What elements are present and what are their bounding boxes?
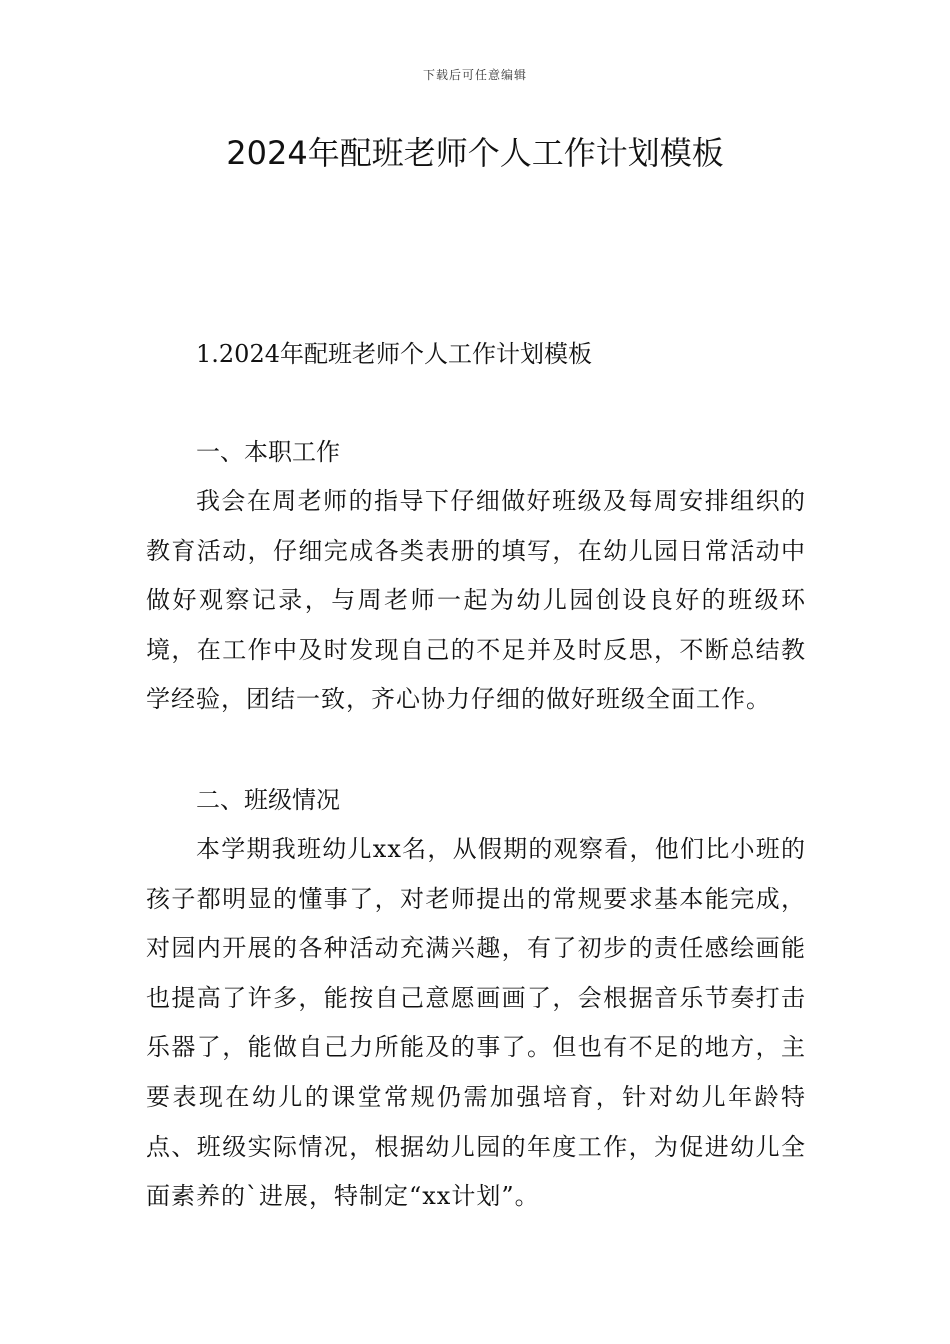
section-heading-duties: 一、本职工作: [196, 438, 340, 466]
header-note: 下载后可任意编辑: [422, 68, 527, 82]
document-subtitle: 1.2024年配班老师个人工作计划模板: [196, 340, 592, 368]
section-heading-class-situation: 二、班级情况: [196, 786, 340, 814]
document-title: 2024年配班老师个人工作计划模板: [226, 134, 724, 172]
section-body-class-situation: 本学期我班幼儿xx名，从假期的观察看，他们比小班的孩子都明显的懂事了，对老师提出的常规要求基本能完成，对园内开展的各种活动充满兴趣，有了初步的责任感绘画能也提高了许多，能按自己意愿画画了，会根据音乐节奏打击乐器了，能做自己力所能及的事了。但也有不足的地方，主要表现在幼儿的课堂常规仍需加强培育，针对幼儿年龄特点、班级实际情况，根据幼儿园的年度工作，为促进幼儿全面素养的`进展，特制定“xx计划”。: [146, 835, 806, 1211]
section-body-duties: 我会在周老师的指导下仔细做好班级及每周安排组织的教育活动，仔细完成各类表册的填写，在幼儿园日常活动中做好观察记录，与周老师一起为幼儿园创设良好的班级环境，在工作中及时发现自己的不足并及时反思，不断总结教学经验，团结一致，齐心协力仔细的做好班级全面工作。: [146, 487, 806, 714]
